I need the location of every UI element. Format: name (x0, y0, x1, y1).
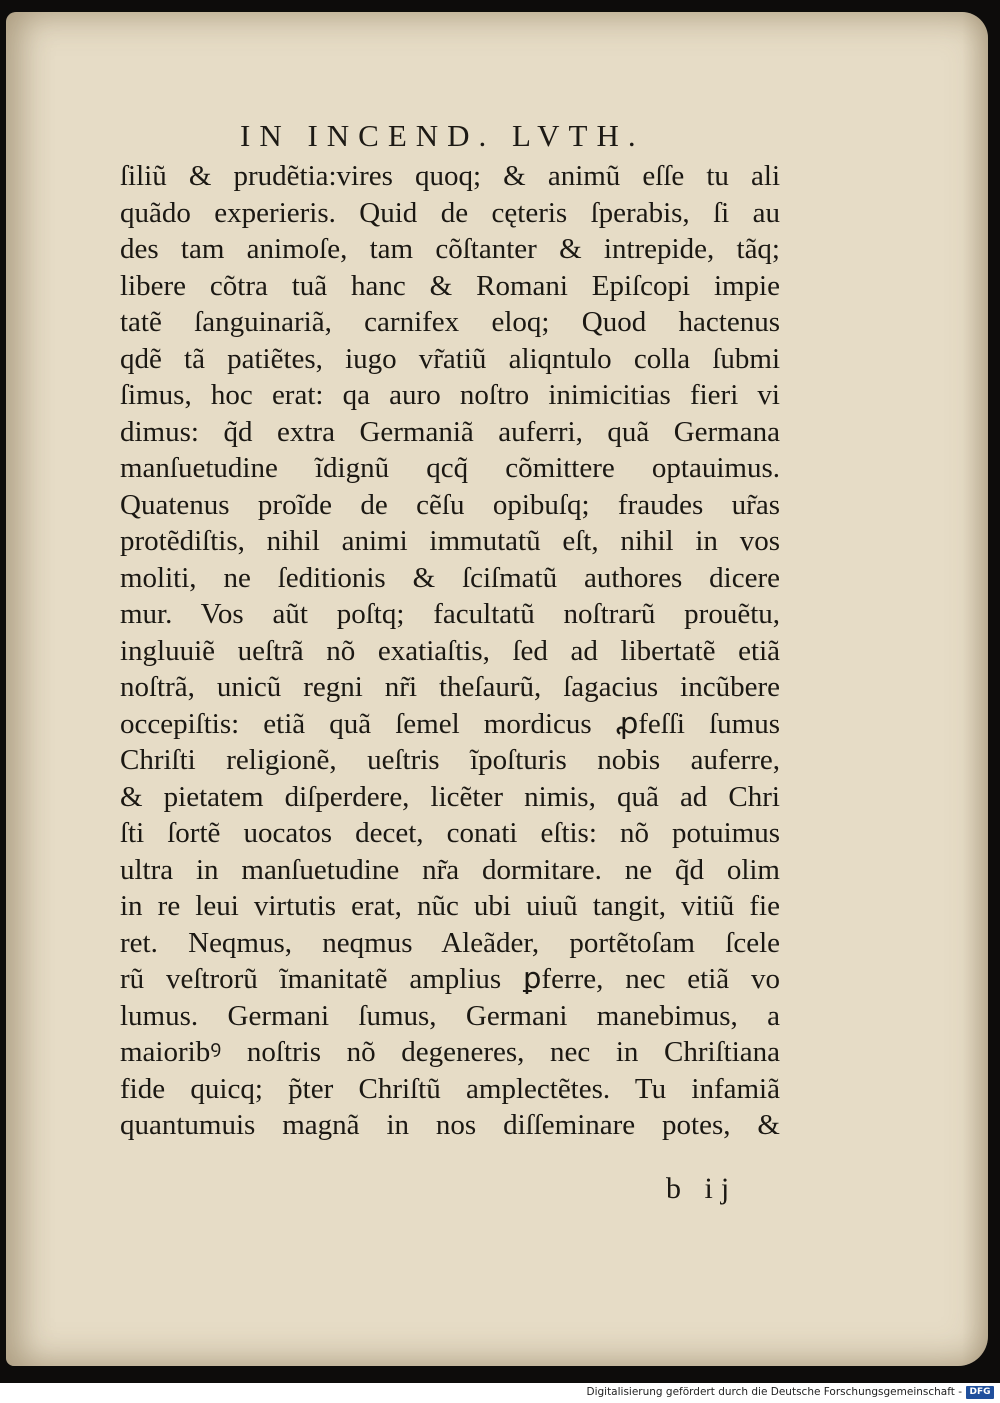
text-line: dimus: q̃d extra Germaniã auferri, quã Germana (120, 415, 780, 448)
text-line: protẽdiſtis, nihil animi immutatũ eſt, nihil in vos (120, 525, 780, 557)
text-line: quãdo experieris. Quid de cęteris ſperabis, ſi au (120, 196, 780, 229)
text-line: ret. Neqmus, neqmus Aleãder, portẽtoſam ſcele (120, 926, 780, 959)
text-line: qdẽ tã patiẽtes, iugo vr̃atiũ aliqntulo colla ſubmi (120, 342, 780, 375)
text-line: ſiliũ & prudẽtia:vires quoq; & animũ eſſe tu ali (120, 160, 780, 192)
text-line: ingluuiẽ ueſtrã nõ exatiaſtis, ſed ad libertatẽ etiã (120, 634, 780, 667)
text-line: in re leui virtutis erat, nũc ubi uiuũ tangit, vitiũ fie (120, 890, 780, 922)
text-line: ſti ſortẽ uocatos decet, conati eſtis: nõ potuimus (120, 817, 780, 849)
footer-bar (0, 1383, 1000, 1403)
text-line: ſimus, hoc erat: qa auro noſtro inimicitias fieri vi (120, 379, 780, 411)
text-line: libere cõtra tuã hanc & Romani Epiſcopi impie (120, 269, 780, 302)
text-line: maioribꝰ noſtris nõ degeneres, nec in Chriſtiana (120, 1036, 780, 1068)
text-line: & pietatem diſperdere, licẽter nimis, quã ad Chri (120, 780, 780, 813)
text-line: quantumuis magnã in nos diſſeminare potes, & (120, 1109, 780, 1141)
text-line: des tam animoſe, tam cõſtanter & intrepide, tãq; (120, 233, 780, 265)
text-line: mur. Vos aũt poſtq; facultatũ noſtrarũ prouẽtu, (120, 598, 780, 630)
text-line: ultra in manſuetudine nr̃a dormitare. ne q̃d olim (120, 853, 780, 886)
text-line: noſtrã, unicũ regni nr̃i theſaurũ, ſagacius incũbere (120, 671, 780, 703)
footer-credit: Digitalisierung gefördert durch die Deutsche Forschungsgemeinschaft - (586, 1386, 962, 1398)
running-head: IN INCEND. LVTH. (240, 118, 645, 153)
signature-mark: b ij (666, 1172, 738, 1205)
text-line: occepiſtis: etiã quã ſemel mordicus ꝓfeſſi ſumus (120, 707, 780, 740)
text-line: manſuetudine ĩdignũ qcq̃ cõmittere optauimus. (120, 452, 780, 484)
body-text (120, 158, 780, 1144)
text-line: Quatenus proĩde de cẽſu opibuſq; fraudes ur̃as (120, 488, 780, 521)
text-line: lumus. Germani ſumus, Germani manebimus, a (120, 999, 780, 1032)
page-edge-shadow (962, 12, 988, 1366)
text-line: fide quicq; p̃ter Chriſtũ amplectẽtes. Tu infamiã (120, 1072, 780, 1105)
text-line: tatẽ ſanguinariã, carnifex eloq; Quod hactenus (120, 306, 780, 338)
text-line: rũ veſtrorũ ĩmanitatẽ amplius ꝑferre, nec etiã vo (120, 963, 780, 995)
text-line: Chriſti religionẽ, ueſtris ĩpoſturis nobis auferre, (120, 744, 780, 776)
dfg-logo[interactable]: DFG (966, 1386, 994, 1399)
text-line: moliti, ne ſeditionis & ſciſmatũ authores dicere (120, 561, 780, 594)
